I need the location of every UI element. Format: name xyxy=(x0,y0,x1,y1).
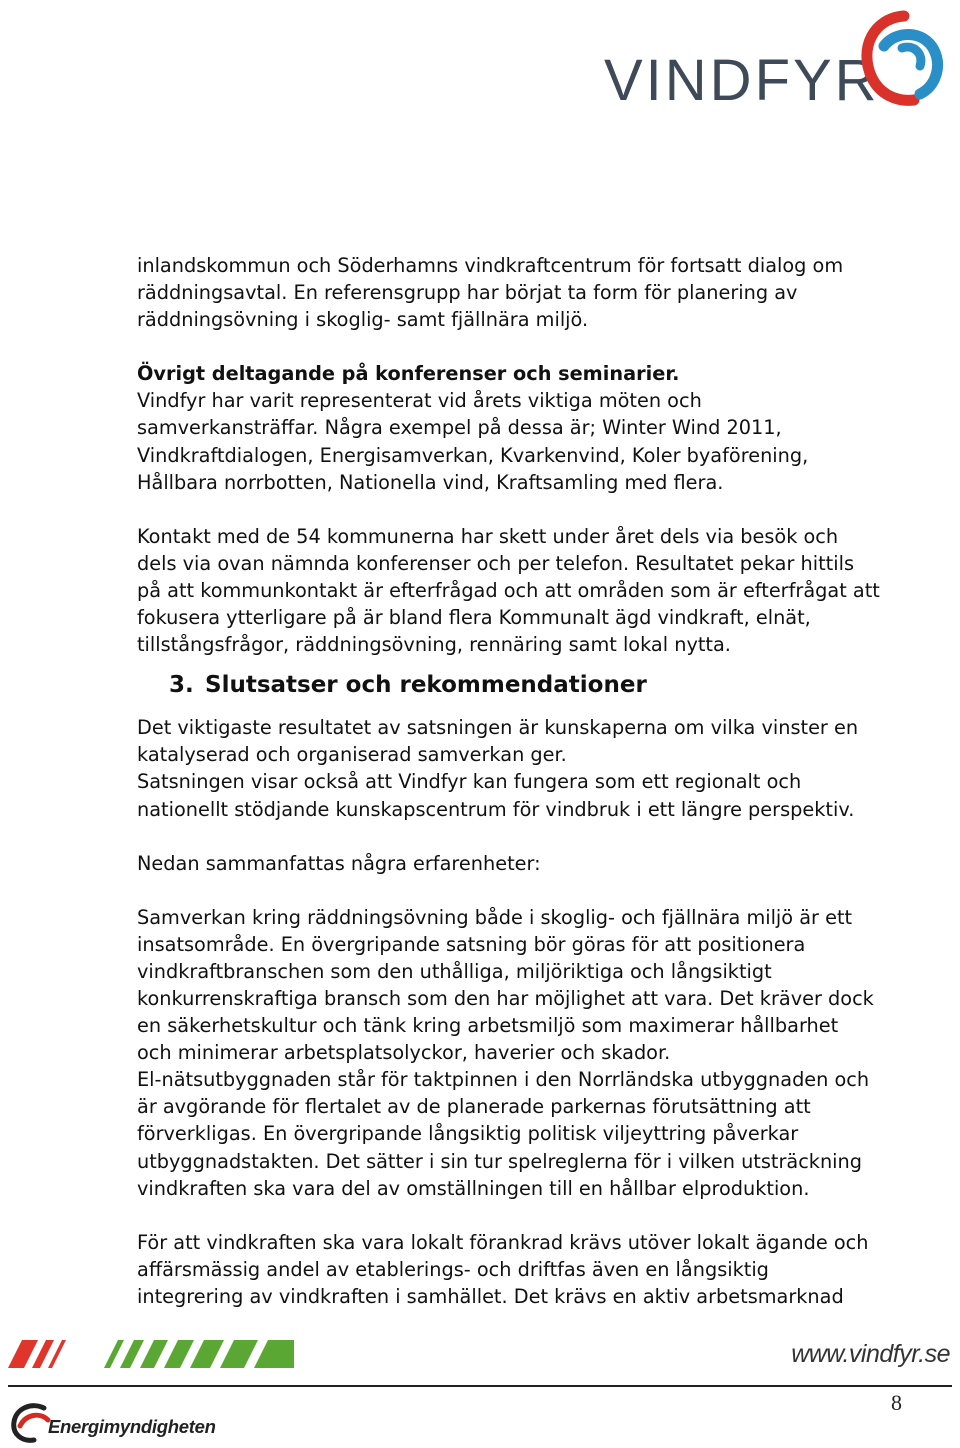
energimyndigheten-logo xyxy=(8,1398,216,1446)
paragraph-local-anchoring xyxy=(137,1229,927,1310)
text-line: dels via ovan nämnda konferenser och per telefon. Resultatet pekar hittils xyxy=(137,551,855,575)
text-line: konkurrenskraftiga bransch som den har möjlighet att vara. Det kräver dock xyxy=(137,986,874,1010)
text-line: Vindkraftdialogen, Energisamverkan, Kvarkenvind, Koler byaförening, xyxy=(137,443,809,467)
website-url: www.vindfyr.se xyxy=(791,1340,950,1368)
paragraph-results xyxy=(137,714,927,822)
vindfyr-logo xyxy=(600,8,956,112)
text-line: samverkansträffar. Några exempel på dessa är; Winter Wind 2011, xyxy=(137,416,782,440)
text-line: Vindfyr har varit representerat vid årets viktiga möten och xyxy=(137,389,702,413)
agency-name: Energimyndigheten xyxy=(48,1416,216,1437)
text-line: insatsområde. En övergripande satsning bör göras för att positionera xyxy=(137,932,806,956)
vindfyr-swirl-icon xyxy=(844,8,954,112)
section-number: 3. xyxy=(169,672,194,699)
section-heading xyxy=(169,670,927,700)
paragraph-conferences xyxy=(137,360,927,495)
text-line: Det viktigaste resultatet av satsningen är kunskaperna om vilka vinster en xyxy=(137,716,859,740)
paragraph-summary-intro xyxy=(137,850,927,877)
text-line: Satsningen visar också att Vindfyr kan fungera som ett regionalt och xyxy=(137,770,802,794)
energimyndigheten-swirl-icon xyxy=(8,1400,52,1444)
text-line: tillstångsfrågor, räddningsövning, rennäring samt lokal nytta. xyxy=(137,633,731,657)
text-line: räddningsavtal. En referensgrupp har börjat ta form för planering av xyxy=(137,281,798,305)
logo-wordmark: VINDFYR xyxy=(604,48,880,113)
text-line: utbyggnadstakten. Det sätter i sin tur spelreglerna för i vilken utsträckning xyxy=(137,1149,862,1173)
text-line: Hållbara norrbotten, Nationella vind, Kraftsamling med flera. xyxy=(137,470,724,494)
paragraph-intro xyxy=(137,252,927,333)
section-title: Slutsatser och rekommendationer xyxy=(205,672,647,699)
text-line: katalyserad och organiserad samverkan ger. xyxy=(137,743,567,767)
footer-divider xyxy=(8,1385,952,1387)
text-line: Kontakt med de 54 kommunerna har skett under året dels via besök och xyxy=(137,524,839,548)
text-line: räddningsövning i skoglig- samt fjällnära miljö. xyxy=(137,308,589,332)
page-number: 8 xyxy=(891,1390,902,1415)
text-line: Samverkan kring räddningsövning både i skoglig- och fjällnära miljö är ett xyxy=(137,905,853,929)
text-line: på att kommunkontakt är efterfrågad och att områden som är efterfrågat att xyxy=(137,578,880,602)
paragraph-experiences xyxy=(137,904,927,1202)
paragraph-heading: Övrigt deltagande på konferenser och seminarier. xyxy=(137,362,680,386)
text-line: och minimerar arbetsplatsolyckor, haverier och skador. xyxy=(137,1041,671,1065)
text-line: För att vindkraften ska vara lokalt förankrad krävs utöver lokalt ägande och xyxy=(137,1230,869,1254)
text-line: affärsmässig andel av etablerings- och driftfas även en långsiktig xyxy=(137,1257,769,1281)
paragraph-contacts xyxy=(137,523,927,658)
text-line: inlandskommun och Söderhamns vindkraftcentrum för fortsatt dialog om xyxy=(137,254,844,277)
text-line: integrering av vindkraften i samhället. Det krävs en aktiv arbetsmarknad xyxy=(137,1284,844,1308)
decorative-stripes xyxy=(8,1338,298,1372)
text-line: är avgörande för flertalet av de planerade parkernas förutsättning att xyxy=(137,1095,811,1119)
text-line: förverkligas. En övergripande långsiktig politisk viljeyttring påverkar xyxy=(137,1122,799,1146)
document-body xyxy=(137,252,927,1310)
text-line: en säkerhetskultur och tänk kring arbetsmiljö som maximerar hållbarhet xyxy=(137,1014,839,1038)
text-line: vindkraftbranschen som den uthålliga, miljöriktiga och långsiktigt xyxy=(137,959,772,983)
text-line: vindkraften ska vara del av omställningen till en hållbar elproduktion. xyxy=(137,1176,810,1200)
text-line: El-nätsutbyggnaden står för taktpinnen i den Norrländska utbyggnaden och xyxy=(137,1068,870,1092)
text-line: Nedan sammanfattas några erfarenheter: xyxy=(137,851,541,875)
text-line: fokusera ytterligare på är bland flera Kommunalt ägd vindkraft, elnät, xyxy=(137,606,811,630)
text-line: nationellt stödjande kunskapscentrum för vindbruk i ett längre perspektiv. xyxy=(137,797,855,821)
